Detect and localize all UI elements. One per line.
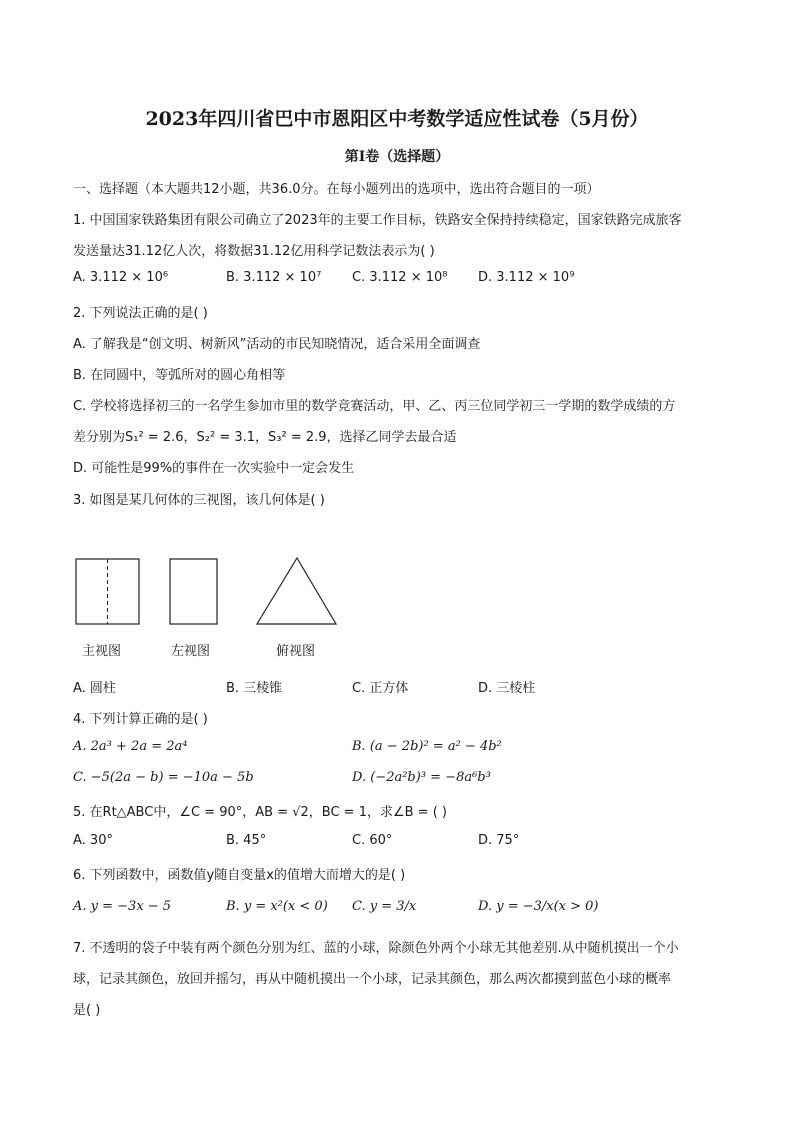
q2-option-d: D. 可能性是99%的事件在一次实验中一定会发生: [73, 461, 355, 476]
q1-option-c: C. 3.112 × 10⁸: [352, 270, 448, 285]
q6-option-c: C. y = 3/x: [352, 899, 417, 914]
front-view-label: 主视图: [82, 644, 122, 659]
q2-option-c-line2: 差分别为S₁² = 2.6，S₂² = 3.1，S₃² = 2.9，选择乙同学去最合适: [73, 430, 457, 445]
top-view-triangle: [257, 558, 336, 624]
q2-option-b: B. 在同圆中，等弧所对的圆心角相等: [73, 368, 286, 383]
q5-option-c: C. 60°: [352, 833, 393, 848]
q1-option-b: B. 3.112 × 10⁷: [226, 270, 322, 285]
q6-stem: 6. 下列函数中，函数值y随自变量x的值增大而增大的是( ): [73, 868, 406, 883]
q5-option-a: A. 30°: [73, 833, 113, 848]
part-heading: 第I卷（选择题）: [344, 149, 450, 165]
q7-stem-line1: 7. 不透明的袋子中装有两个颜色分别为红、蓝的小球，除颜色外两个小球无其他差别.从中随机摸出一个小: [73, 941, 679, 956]
q6-option-d: D. y = −3/x(x > 0): [478, 899, 599, 914]
q4-option-a: A. 2a³ + 2a = 2a⁴: [73, 739, 188, 754]
q4-option-c: C. −5(2a − b) = −10a − 5b: [73, 770, 254, 785]
q1-stem-line2: 发送量达31.12亿人次，将数据31.12亿用科学记数法表示为( ): [73, 244, 435, 259]
q4-option-b: B. (a − 2b)² = a² − 4b²: [352, 739, 502, 754]
q2-stem: 2. 下列说法正确的是( ): [73, 306, 208, 321]
q5-stem: 5. 在Rt△ABC中，∠C = 90°，AB = √2，BC = 1，求∠B = ( ): [73, 805, 447, 820]
side-view-rectangle: [170, 559, 217, 624]
q3-option-b: B. 三棱锥: [226, 681, 283, 696]
exam-title: 2023年四川省巴中市恩阳区中考数学适应性试卷（5月份）: [145, 108, 649, 130]
q5-option-b: B. 45°: [226, 833, 267, 848]
q1-option-d: D. 3.112 × 10⁹: [478, 270, 575, 285]
top-view-label: 俯视图: [276, 644, 316, 659]
q6-option-a: A. y = −3x − 5: [73, 899, 172, 914]
q7-stem-line3: 是( ): [73, 1003, 101, 1018]
section-heading: 一、选择题（本大题共12小题，共36.0分。在每小题列出的选项中，选出符合题目的一项）: [73, 182, 600, 197]
q4-stem: 4. 下列计算正确的是( ): [73, 712, 208, 727]
q2-option-c-line1: C. 学校将选择初三的一名学生参加市里的数学竞赛活动，甲、乙、丙三位同学初三一学期的数学成绩的方: [73, 399, 676, 414]
q7-stem-line2: 球，记录其颜色，放回并摇匀，再从中随机摸出一个小球，记录其颜色，那么两次都摸到蓝色小球的概率: [73, 972, 672, 987]
three-views-figure: [60, 550, 350, 630]
q3-option-a: A. 圆柱: [73, 681, 116, 696]
q6-option-b: B. y = x²(x < 0): [226, 899, 328, 914]
q3-option-c: C. 正方体: [352, 681, 409, 696]
q4-option-d: D. (−2a²b)³ = −8a⁶b³: [352, 770, 491, 785]
q1-option-a: A. 3.112 × 10⁶: [73, 270, 169, 285]
q3-option-d: D. 三棱柱: [478, 681, 536, 696]
side-view-label: 左视图: [171, 644, 211, 659]
q3-stem: 3. 如图是某几何体的三视图，该几何体是( ): [73, 493, 325, 508]
q2-option-a: A. 了解我是“创文明、树新风”活动的市民知晓情况，适合采用全面调查: [73, 337, 481, 352]
q1-stem-line1: 1. 中国国家铁路集团有限公司确立了2023年的主要工作目标，铁路安全保持持续稳定，国家铁路完成旅客: [73, 213, 682, 228]
q5-option-d: D. 75°: [478, 833, 520, 848]
